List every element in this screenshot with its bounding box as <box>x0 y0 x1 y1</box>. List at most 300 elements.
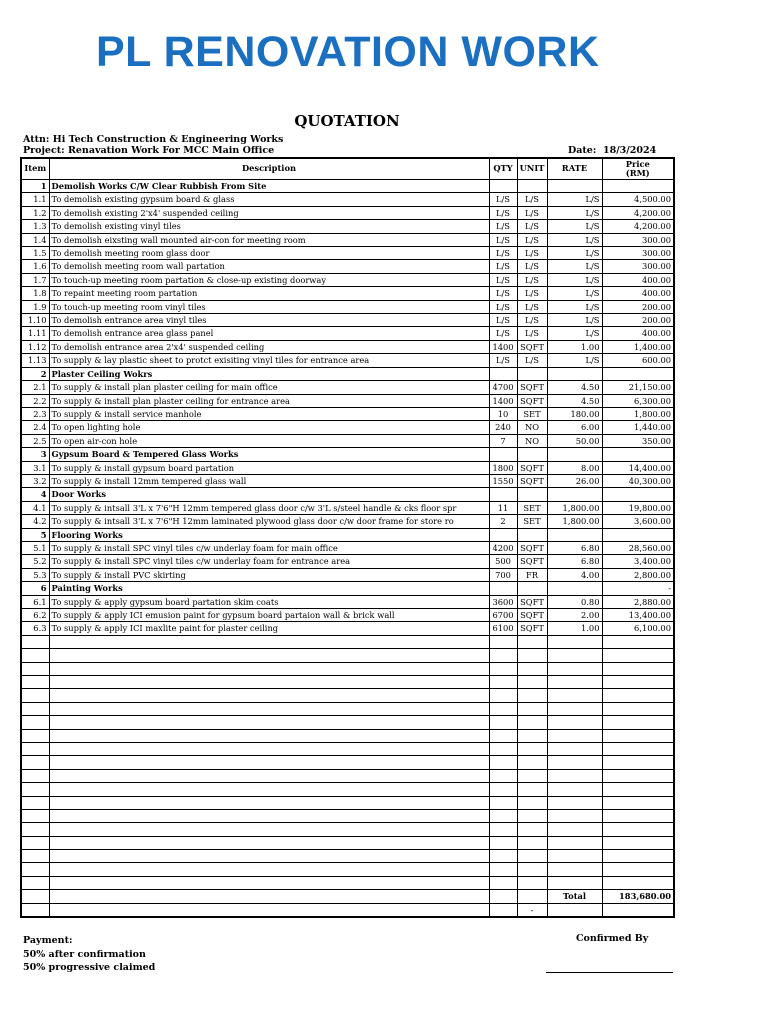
cell-description: To supply & apply gypsum board partation skim coats <box>49 595 489 608</box>
date-value: 18/3/2024 <box>602 145 657 156</box>
section-row <box>21 180 674 193</box>
empty-cell <box>21 716 49 729</box>
cell-price: 3,400.00 <box>602 555 674 568</box>
cell-price: 350.00 <box>602 434 674 447</box>
cell-qty: 1800 <box>489 461 517 474</box>
cell-price: 1,800.00 <box>602 407 674 420</box>
empty-cell <box>517 876 547 889</box>
empty-cell <box>489 742 517 755</box>
empty-row <box>21 716 674 729</box>
cell-description: To open air-con hole <box>49 434 489 447</box>
empty-cell <box>49 876 489 889</box>
document-type: QUOTATION <box>294 112 400 130</box>
section-row <box>21 367 674 380</box>
payment-terms <box>23 934 155 975</box>
cell-price: 6,100.00 <box>602 622 674 635</box>
empty-cell <box>602 716 674 729</box>
empty-cell <box>49 716 489 729</box>
cell-price <box>602 367 674 380</box>
cell-qty: 1400 <box>489 340 517 353</box>
empty-cell <box>547 635 602 648</box>
cell-qty: L/S <box>489 287 517 300</box>
empty-cell <box>602 702 674 715</box>
empty-cell <box>21 783 49 796</box>
cell-qty: 500 <box>489 555 517 568</box>
empty-cell <box>21 635 49 648</box>
cell-unit: L/S <box>517 300 547 313</box>
table-body <box>21 180 674 918</box>
empty-cell <box>547 689 602 702</box>
cell-price: 300.00 <box>602 247 674 260</box>
cell-description: To supply & install plan plaster ceiling for main office <box>49 381 489 394</box>
cell-rate: 0.80 <box>547 595 602 608</box>
cell-item: 1.1 <box>21 193 49 206</box>
empty-cell <box>602 756 674 769</box>
section-row <box>21 582 674 595</box>
cell-item: 6 <box>21 582 49 595</box>
cell-description: Painting Works <box>49 582 489 595</box>
table-row <box>21 247 674 260</box>
empty-cell <box>547 809 602 822</box>
cell-rate: L/S <box>547 273 602 286</box>
empty-cell <box>49 742 489 755</box>
empty-cell <box>602 836 674 849</box>
empty-cell <box>489 662 517 675</box>
empty-row <box>21 689 674 702</box>
empty-cell <box>21 675 49 688</box>
cell-rate <box>547 367 602 380</box>
col-header-price-label: Price <box>625 158 650 169</box>
cell-item: 5.2 <box>21 555 49 568</box>
cell-price: 19,800.00 <box>602 501 674 514</box>
empty-cell <box>21 662 49 675</box>
empty-cell <box>547 649 602 662</box>
empty-row <box>21 769 674 782</box>
empty-cell <box>21 756 49 769</box>
empty-cell <box>517 662 547 675</box>
cell-description: Gypsum Board & Tempered Glass Works <box>49 448 489 461</box>
table-row <box>21 260 674 273</box>
table-row <box>21 541 674 554</box>
empty-row <box>21 729 674 742</box>
cell-price: 40,300.00 <box>602 474 674 487</box>
empty-cell <box>489 675 517 688</box>
cell-rate: L/S <box>547 247 602 260</box>
empty-cell <box>517 796 547 809</box>
cell-rate: L/S <box>547 260 602 273</box>
cell-item: 1.3 <box>21 220 49 233</box>
empty-cell <box>547 823 602 836</box>
empty-cell <box>602 809 674 822</box>
confirmed-by-label: Confirmed By <box>576 933 649 944</box>
cell-item: 2.3 <box>21 407 49 420</box>
cell-rate <box>547 528 602 541</box>
cell-unit: SQFT <box>517 381 547 394</box>
table-row <box>21 327 674 340</box>
cell-item: 1.5 <box>21 247 49 260</box>
cell-unit <box>517 488 547 501</box>
cell-qty <box>489 582 517 595</box>
empty-cell <box>21 809 49 822</box>
cell-description: To demolish existing vinyl tiles <box>49 220 489 233</box>
cell-unit <box>517 367 547 380</box>
table-row <box>21 381 674 394</box>
payment-term: 50% after confirmation <box>23 948 146 960</box>
empty-cell <box>517 783 547 796</box>
cell-item: 1.2 <box>21 206 49 219</box>
empty-cell <box>602 796 674 809</box>
cell-price: 4,500.00 <box>602 193 674 206</box>
cell-rate: 1,800.00 <box>547 515 602 528</box>
empty-cell <box>547 729 602 742</box>
empty-cell <box>489 809 517 822</box>
section-row <box>21 528 674 541</box>
empty-cell <box>489 823 517 836</box>
cell-unit: L/S <box>517 354 547 367</box>
table-row <box>21 394 674 407</box>
cell-description: To demolish eixsting wall mounted air-con for meeting room <box>49 233 489 246</box>
empty-cell <box>49 863 489 876</box>
cell-qty: L/S <box>489 220 517 233</box>
empty-row <box>21 863 674 876</box>
cell-description: Flooring Works <box>49 528 489 541</box>
cell-qty: L/S <box>489 273 517 286</box>
cell-unit: NO <box>517 434 547 447</box>
empty-cell <box>547 769 602 782</box>
empty-row <box>21 796 674 809</box>
cell-qty: 4200 <box>489 541 517 554</box>
cell-unit <box>517 180 547 193</box>
cell-description: To demolish existing 2'x4' suspended ceiling <box>49 206 489 219</box>
cell-item: 1.13 <box>21 354 49 367</box>
total-value: 183,680.00 <box>602 890 674 903</box>
table-row <box>21 501 674 514</box>
empty-cell <box>49 689 489 702</box>
cell-item: 1 <box>21 180 49 193</box>
cell-rate <box>547 448 602 461</box>
cell-item: 2 <box>21 367 49 380</box>
table-row <box>21 515 674 528</box>
cell-description: To open lighting hole <box>49 421 489 434</box>
table-row <box>21 340 674 353</box>
cell-rate: 4.50 <box>547 394 602 407</box>
empty-cell <box>21 649 49 662</box>
cell-rate: 50.00 <box>547 434 602 447</box>
cell-unit: SQFT <box>517 474 547 487</box>
empty-cell <box>517 756 547 769</box>
date-line <box>568 145 656 156</box>
table-row <box>21 407 674 420</box>
cell-rate: L/S <box>547 300 602 313</box>
table-header-row <box>21 158 674 180</box>
cell-price: 14,400.00 <box>602 461 674 474</box>
empty-cell <box>517 716 547 729</box>
cell-item: 2.4 <box>21 421 49 434</box>
empty-cell <box>602 850 674 863</box>
empty-cell <box>49 649 489 662</box>
cell-description: To supply & install service manhole <box>49 407 489 420</box>
empty-cell <box>21 850 49 863</box>
cell-price: 3,600.00 <box>602 515 674 528</box>
empty-cell <box>517 742 547 755</box>
empty-cell <box>547 783 602 796</box>
cell-rate: L/S <box>547 287 602 300</box>
cell-item: 1.9 <box>21 300 49 313</box>
cell-item: 2.5 <box>21 434 49 447</box>
cell-rate: L/S <box>547 354 602 367</box>
cell-price: 21,150.00 <box>602 381 674 394</box>
cell-item: 2.1 <box>21 381 49 394</box>
empty-cell <box>517 890 547 903</box>
cell-qty: 2 <box>489 515 517 528</box>
cell-description: To demolish existing gypsum board & glass <box>49 193 489 206</box>
empty-cell <box>21 863 49 876</box>
cell-rate: L/S <box>547 314 602 327</box>
cell-price: 600.00 <box>602 354 674 367</box>
company-title: PL RENOVATION WORK <box>96 28 600 76</box>
attn-value: Hi Tech Construction & Engineering Works <box>52 134 284 145</box>
empty-cell <box>21 689 49 702</box>
cell-rate: L/S <box>547 206 602 219</box>
empty-cell <box>602 675 674 688</box>
cell-rate: 180.00 <box>547 407 602 420</box>
cell-qty: 7 <box>489 434 517 447</box>
total-row <box>21 890 674 903</box>
empty-cell <box>547 863 602 876</box>
cell-rate: L/S <box>547 193 602 206</box>
cell-unit: NO <box>517 421 547 434</box>
col-header-price-currency: (RM) <box>625 168 650 178</box>
cell-price: 2,880.00 <box>602 595 674 608</box>
empty-cell <box>547 662 602 675</box>
cell-price: 1,440.00 <box>602 421 674 434</box>
empty-cell <box>517 850 547 863</box>
cell-qty: L/S <box>489 233 517 246</box>
cell-qty: 6100 <box>489 622 517 635</box>
table-row <box>21 461 674 474</box>
cell-rate <box>547 582 602 595</box>
cell-rate: L/S <box>547 327 602 340</box>
empty-cell <box>602 876 674 889</box>
empty-cell <box>489 769 517 782</box>
cell-price: 200.00 <box>602 300 674 313</box>
attn-label: Attn: <box>23 134 50 145</box>
cell-item: 6.1 <box>21 595 49 608</box>
cell-price: 6,300.00 <box>602 394 674 407</box>
cell-unit: SQFT <box>517 394 547 407</box>
payment-term: 50% progressive claimed <box>23 962 156 973</box>
cell-price <box>602 180 674 193</box>
cell-price: 2,800.00 <box>602 568 674 581</box>
empty-row <box>21 783 674 796</box>
cell-unit: SQFT <box>517 555 547 568</box>
cell-qty <box>489 180 517 193</box>
cell-item: 1.8 <box>21 287 49 300</box>
cell-rate: 4.00 <box>547 568 602 581</box>
cell-description: Demolish Works C/W Clear Rubbish From Site <box>49 180 489 193</box>
table-row <box>21 474 674 487</box>
empty-cell <box>517 675 547 688</box>
cell-price: 400.00 <box>602 327 674 340</box>
table-row <box>21 555 674 568</box>
empty-cell <box>517 863 547 876</box>
cell-rate: 6.80 <box>547 555 602 568</box>
cell-description: Plaster Ceiling Wokrs <box>49 367 489 380</box>
cell-qty: 6700 <box>489 609 517 622</box>
empty-cell <box>489 783 517 796</box>
empty-cell <box>21 742 49 755</box>
cell-rate <box>547 180 602 193</box>
cell-unit: SQFT <box>517 461 547 474</box>
empty-cell <box>547 756 602 769</box>
col-header-item: Item <box>21 158 49 180</box>
cell-qty <box>489 488 517 501</box>
cell-item: 4.2 <box>21 515 49 528</box>
empty-cell <box>49 850 489 863</box>
cell-rate: L/S <box>547 220 602 233</box>
cell-unit: L/S <box>517 327 547 340</box>
cell-description: To supply & install PVC skirting <box>49 568 489 581</box>
cell-description: To touch-up meeting room partation & close-up existing doorway <box>49 273 489 286</box>
empty-row <box>21 809 674 822</box>
cell-qty: 10 <box>489 407 517 420</box>
cell-description: To supply & install plan plaster ceiling for entrance area <box>49 394 489 407</box>
cell-unit: SQFT <box>517 340 547 353</box>
cell-unit: SQFT <box>517 609 547 622</box>
empty-cell <box>602 662 674 675</box>
empty-cell <box>49 903 489 917</box>
empty-cell <box>49 769 489 782</box>
cell-item: 5 <box>21 528 49 541</box>
cell-price: 13,400.00 <box>602 609 674 622</box>
table-row <box>21 622 674 635</box>
cell-qty: L/S <box>489 314 517 327</box>
table-row <box>21 287 674 300</box>
cell-price <box>602 448 674 461</box>
cell-price: - <box>602 582 674 595</box>
cell-item: 6.2 <box>21 609 49 622</box>
empty-cell <box>49 702 489 715</box>
cell-item: 2.2 <box>21 394 49 407</box>
empty-cell <box>517 635 547 648</box>
empty-cell <box>21 890 49 903</box>
cell-item: 6.3 <box>21 622 49 635</box>
attn-line <box>23 134 283 145</box>
cell-rate: 1.00 <box>547 622 602 635</box>
cell-rate: 26.00 <box>547 474 602 487</box>
empty-cell <box>49 796 489 809</box>
cell-price: 300.00 <box>602 260 674 273</box>
cell-unit: SQFT <box>517 595 547 608</box>
cell-unit: L/S <box>517 314 547 327</box>
empty-row <box>21 756 674 769</box>
cell-rate: 1.00 <box>547 340 602 353</box>
empty-cell <box>49 662 489 675</box>
table-row <box>21 193 674 206</box>
quotation-table <box>20 157 675 918</box>
cell-unit: L/S <box>517 260 547 273</box>
cell-item: 3.1 <box>21 461 49 474</box>
empty-cell <box>489 876 517 889</box>
table-row <box>21 434 674 447</box>
project-label: Project: <box>23 145 65 156</box>
cell-rate: 1,800.00 <box>547 501 602 514</box>
signature-line <box>546 972 673 973</box>
empty-cell <box>547 796 602 809</box>
cell-item: 1.11 <box>21 327 49 340</box>
empty-cell <box>21 823 49 836</box>
empty-cell <box>489 850 517 863</box>
empty-cell <box>547 702 602 715</box>
cell-qty: 11 <box>489 501 517 514</box>
table-row <box>21 220 674 233</box>
empty-cell <box>489 756 517 769</box>
empty-cell <box>489 729 517 742</box>
table-row <box>21 314 674 327</box>
cell-unit: SET <box>517 515 547 528</box>
cell-qty: 1400 <box>489 394 517 407</box>
cell-unit: SQFT <box>517 541 547 554</box>
table-row <box>21 233 674 246</box>
cell-unit: FR <box>517 568 547 581</box>
cell-item: 4 <box>21 488 49 501</box>
empty-cell <box>547 850 602 863</box>
empty-cell <box>489 903 517 917</box>
cell-qty: 240 <box>489 421 517 434</box>
cell-item: 5.3 <box>21 568 49 581</box>
empty-cell <box>49 809 489 822</box>
empty-cell <box>517 702 547 715</box>
empty-row <box>21 850 674 863</box>
empty-row <box>21 823 674 836</box>
empty-cell <box>517 649 547 662</box>
cell-qty: L/S <box>489 300 517 313</box>
cell-unit: L/S <box>517 193 547 206</box>
cell-price <box>602 488 674 501</box>
cell-item: 3.2 <box>21 474 49 487</box>
empty-cell <box>489 716 517 729</box>
cell-item: 1.12 <box>21 340 49 353</box>
cell-rate: 4.50 <box>547 381 602 394</box>
section-row <box>21 448 674 461</box>
cell-unit: L/S <box>517 220 547 233</box>
empty-cell <box>49 756 489 769</box>
empty-row <box>21 649 674 662</box>
cell-rate: 6.80 <box>547 541 602 554</box>
cell-description: To repaint meeting room partation <box>49 287 489 300</box>
table-row <box>21 273 674 286</box>
cell-item: 1.7 <box>21 273 49 286</box>
cell-description: To supply & install SPC vinyl tiles c/w underlay foam for entrance area <box>49 555 489 568</box>
empty-cell <box>602 823 674 836</box>
cell-price <box>602 528 674 541</box>
cell-description: To supply & lay plastic sheet to protct exisiting vinyl tiles for entrance area <box>49 354 489 367</box>
empty-cell <box>602 863 674 876</box>
table-row <box>21 609 674 622</box>
cell-unit: SET <box>517 501 547 514</box>
cell-unit: - <box>517 903 547 917</box>
cell-rate: 8.00 <box>547 461 602 474</box>
cell-item: 4.1 <box>21 501 49 514</box>
cell-qty: L/S <box>489 193 517 206</box>
cell-description: To supply & install 12mm tempered glass wall <box>49 474 489 487</box>
col-header-description: Description <box>49 158 489 180</box>
cell-description: To supply & apply ICI maxlite paint for plaster ceiling <box>49 622 489 635</box>
cell-qty: 3600 <box>489 595 517 608</box>
cell-price: 1,400.00 <box>602 340 674 353</box>
empty-row <box>21 702 674 715</box>
cell-qty <box>489 448 517 461</box>
